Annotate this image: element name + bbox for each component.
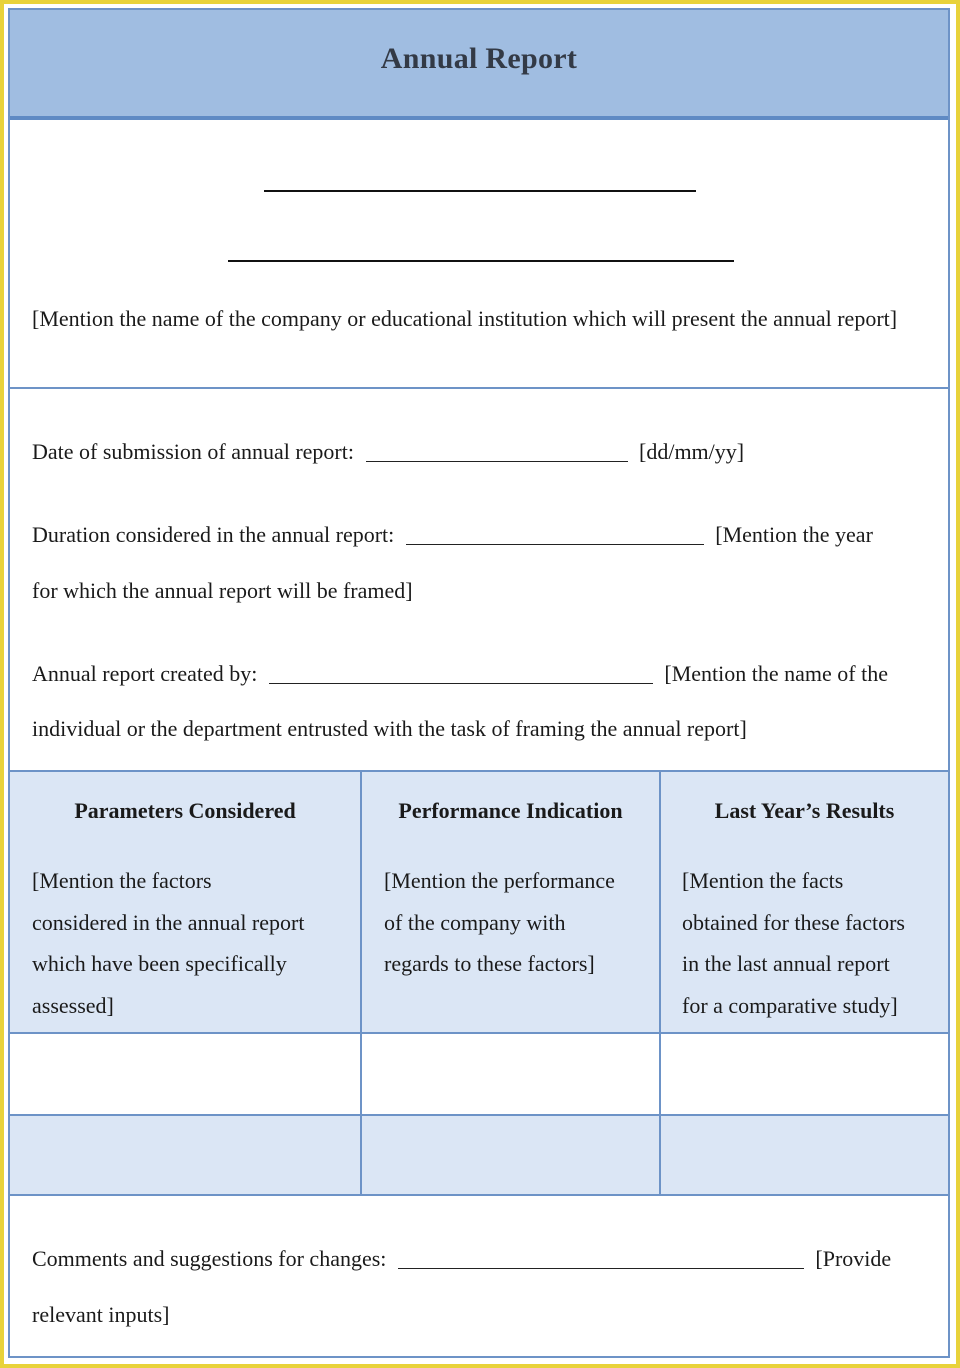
table-column-divider xyxy=(659,770,661,1196)
table-row-shaded xyxy=(10,1116,948,1194)
table-bottom-border xyxy=(10,1194,948,1196)
created-by-hint-2: individual or the department entrusted with the task of framing the annual report] xyxy=(32,716,747,741)
created-by-field-row xyxy=(32,653,888,695)
cell-line: [Mention the factors xyxy=(32,868,212,893)
page-title: Annual Report xyxy=(380,42,578,75)
column-body-performance xyxy=(384,860,656,985)
cell-line: [Mention the facts xyxy=(682,868,844,893)
created-by-hint-1: [Mention the name of the xyxy=(664,661,889,686)
cell-line: which have been specifically xyxy=(32,951,287,976)
created-by-input-line[interactable] xyxy=(269,661,653,684)
annual-report-form xyxy=(8,8,950,1358)
cell-line: obtained for these factors xyxy=(682,909,905,935)
comments-hint-1: [Provide xyxy=(815,1246,892,1271)
cell-line: regards to these factors] xyxy=(384,951,595,976)
date-format-hint: [dd/mm/yy] xyxy=(639,439,745,464)
duration-label: Duration considered in the annual report: xyxy=(32,522,395,547)
date-label: Date of submission of annual report: xyxy=(32,439,354,464)
duration-input-line[interactable] xyxy=(406,522,704,545)
date-input-line[interactable] xyxy=(366,439,628,462)
comments-field-row xyxy=(32,1238,891,1280)
name-line-2[interactable] xyxy=(228,260,734,262)
table-row-border xyxy=(10,1032,948,1034)
column-header-performance: Performance Indication xyxy=(398,798,623,823)
cell-line: for a comparative study] xyxy=(682,992,898,1018)
duration-field-row xyxy=(32,514,873,556)
table-column-divider xyxy=(360,770,362,1196)
name-line-1[interactable] xyxy=(264,190,696,192)
cell-line: assessed] xyxy=(32,992,114,1018)
column-header-last-year: Last Year’s Results xyxy=(714,798,895,823)
comments-input-line[interactable] xyxy=(398,1246,804,1269)
created-by-label: Annual report created by: xyxy=(32,661,258,686)
column-body-last-year xyxy=(682,860,944,1026)
date-field-row xyxy=(32,431,744,473)
comments-hint-2: relevant inputs] xyxy=(32,1302,170,1327)
column-header-parameters: Parameters Considered xyxy=(74,798,296,823)
company-note: [Mention the name of the company or educational institution which will present the annual report] xyxy=(32,306,898,331)
cell-line: considered in the annual report xyxy=(32,909,305,935)
comments-label: Comments and suggestions for changes: xyxy=(32,1246,387,1271)
cell-line: of the company with xyxy=(384,909,566,935)
cell-line: in the last annual report xyxy=(682,951,890,976)
column-body-parameters xyxy=(32,860,356,1026)
duration-hint-2: for which the annual report will be framed] xyxy=(32,578,413,603)
section-divider xyxy=(10,387,948,389)
duration-hint-1: [Mention the year xyxy=(715,522,873,547)
cell-line: [Mention the performance xyxy=(384,868,615,893)
header-bar xyxy=(10,10,948,120)
